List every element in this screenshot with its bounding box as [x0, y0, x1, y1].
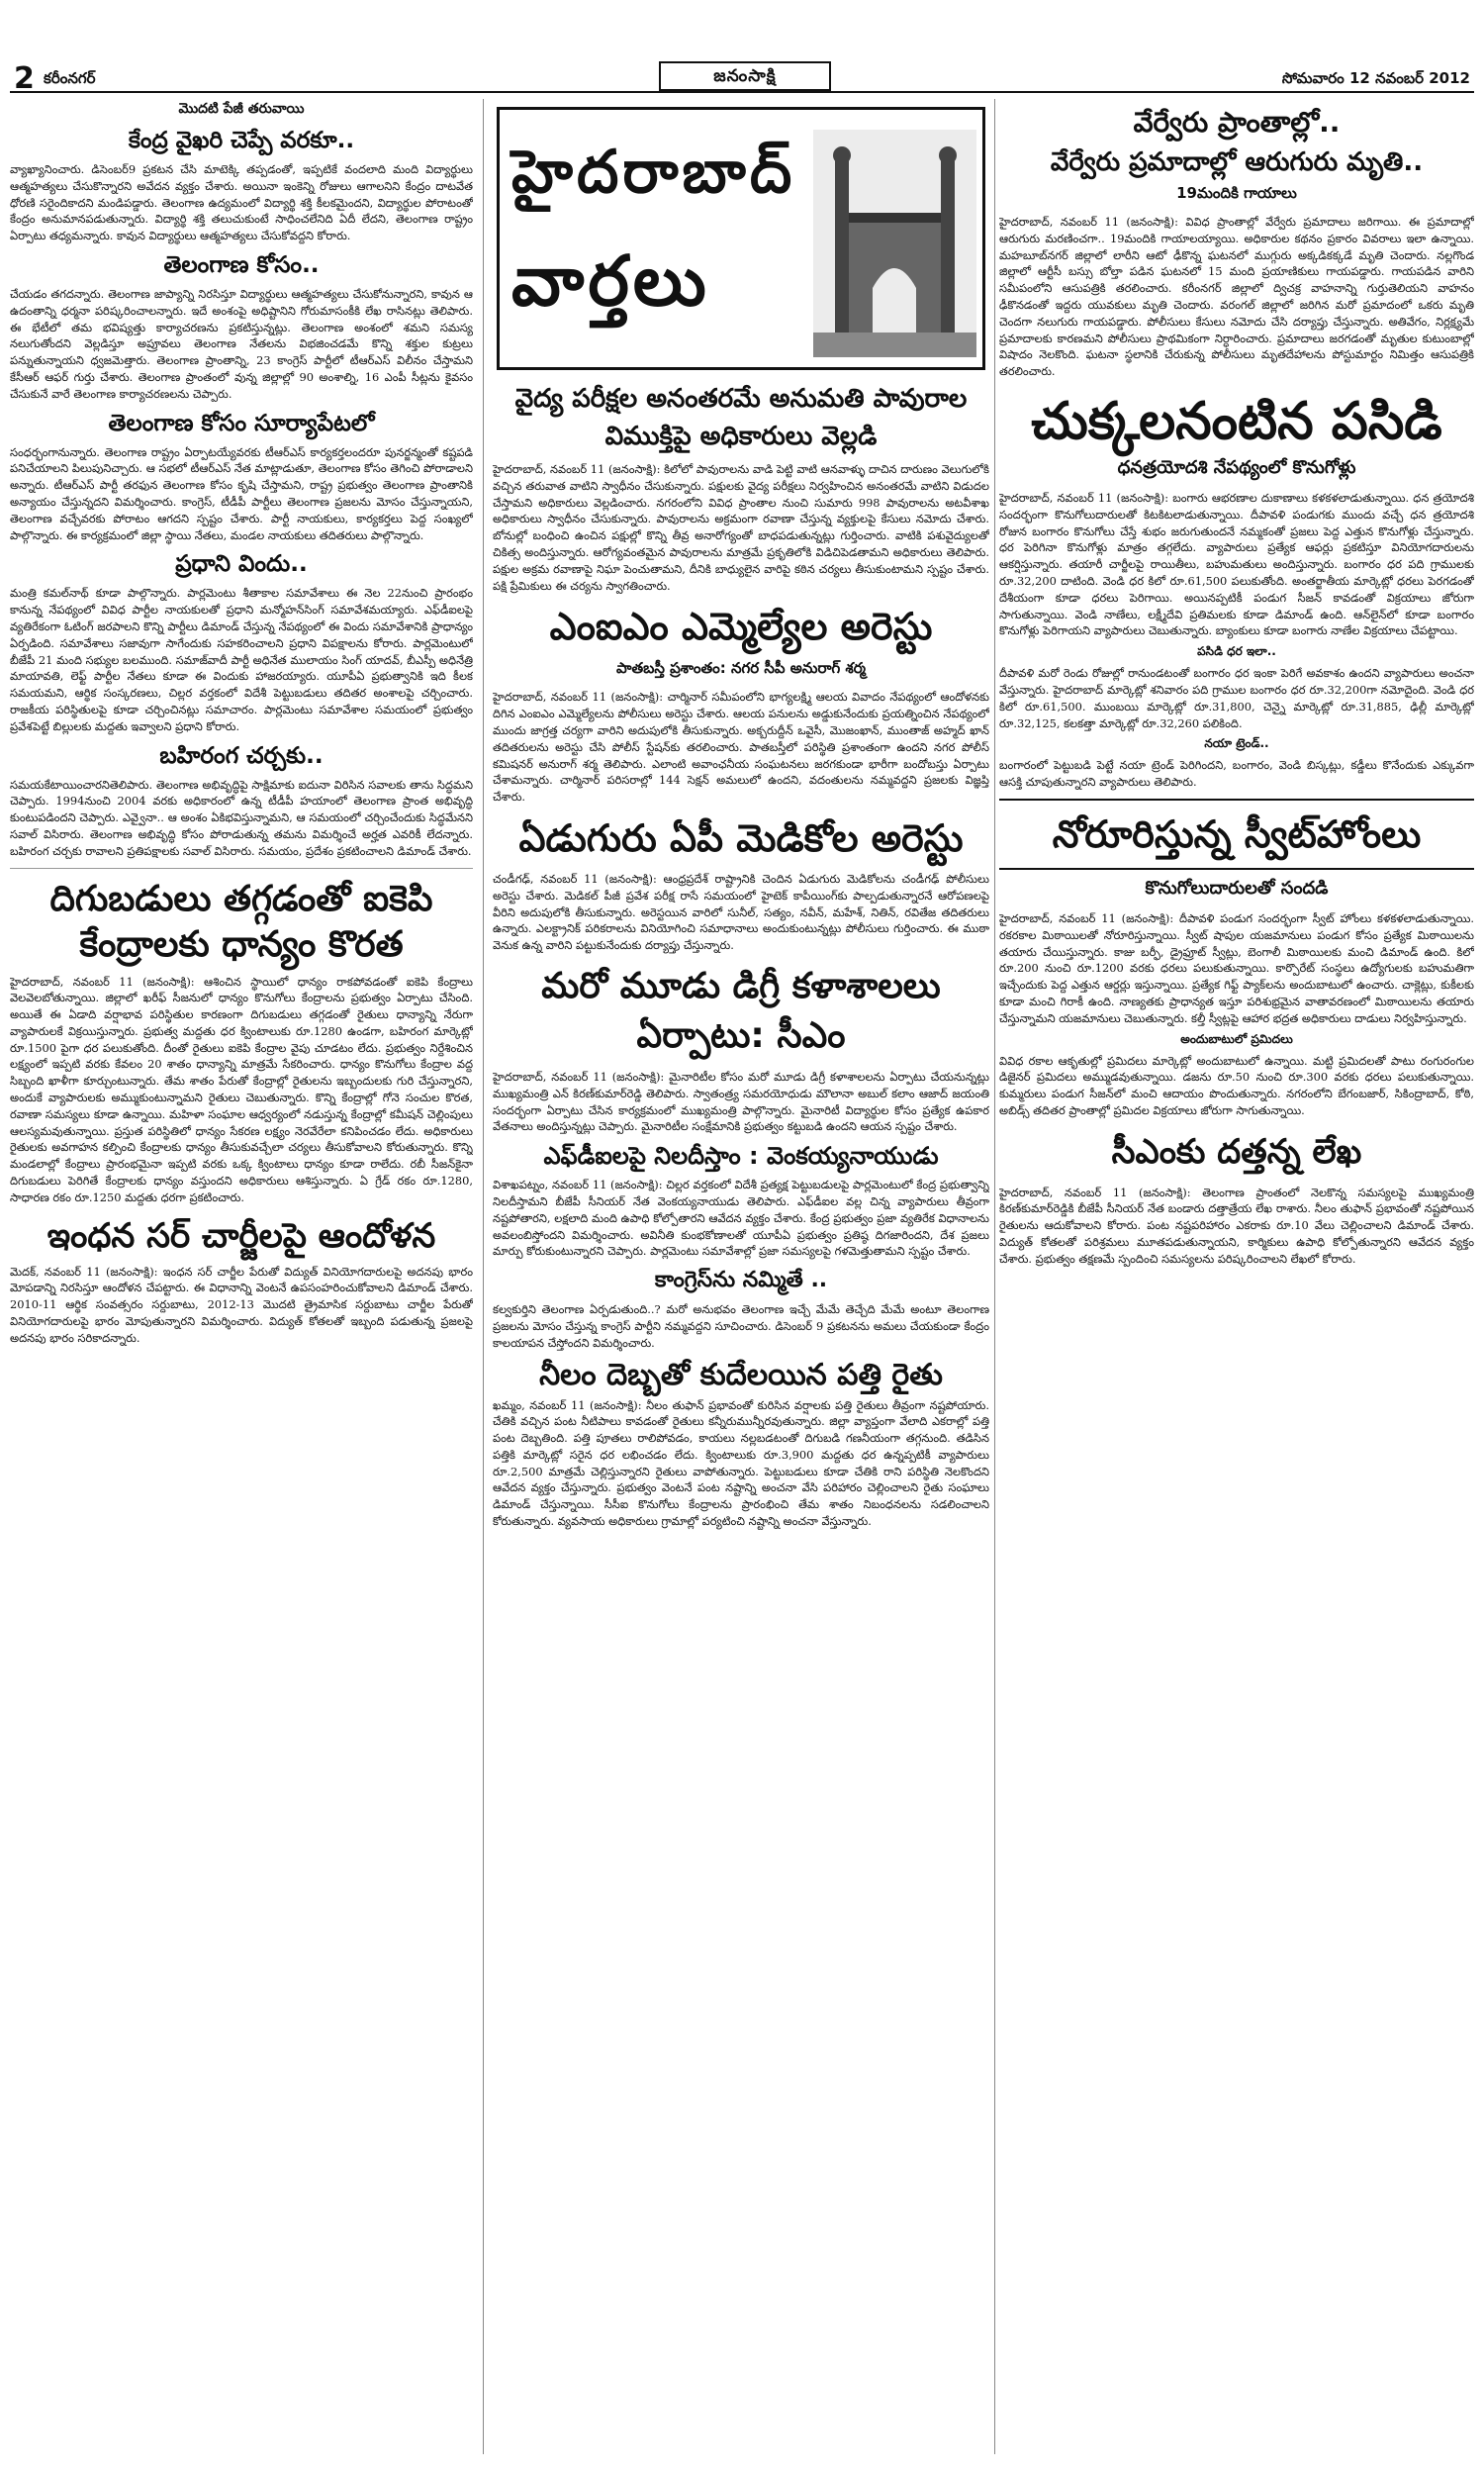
article-headline: ఏడుగురు ఏపీ మెడికోల అరెస్టు	[518, 815, 964, 860]
article-body: హైదరాబాద్, నవంబర్ 11 (జనంసాక్షి): తెలంగాణ ప్రాంతంలో నెలకొన్న సమస్యలపై ముఖ్యమంత్రి కిరణ్‌కుమార్‌రెడ్డికి బీజేపీ సీనియర్ నేత బండారు దత్తాత్రేయ లేఖ రాశారు. నీలం తుఫాన్ ప్రభావంతో నష్టపోయిన రైతులను ఆదుకోవాలని కోరారు. పంట నష్టపరిహారం ఎకరాకు రూ.10 వేలు చెల్లించాలని డిమాండ్ చేశారు. విద్యుత్ కోతలతో పరిశ్రమలు మూతపడుతున్నాయని, కార్మికులు ఉపాధి కోల్పోతున్నారని ఆవేదన వ్యక్తం చేశారు. ప్రభుత్వం తక్షణమే స్పందించి సమస్యలను పరిష్కరించాలని లేఖలో కోరారు.	[999, 1185, 1474, 1266]
article-body: మెదక్, నవంబర్ 11 (జనంసాక్షి): ఇంధన సర్ చార్జీల పేరుతో విద్యుత్ వినియోగదారులపై అదనపు భారం మోపడాన్ని నిరసిస్తూ ఆందోళన చేపట్టారు. ఈ విధానాన్ని వెంటనే ఉపసంహరించుకోవాలని డిమాండ్ చేశారు. 2010-11 ఆర్థిక సంవత్సరం సర్దుబాటు, 2012-13 మొదటి త్రైమాసిక సర్దుబాటు చార్జీల పేరుతో వినియోగదారులపై భారం మోపుతున్నారని విమర్శించారు. విద్యుత్ కోతలతో ఇబ్బంది పడుతున్న ప్రజలపై అదనపు భారం సరికాదన్నారు.	[10, 1264, 473, 1345]
article-headline: దిగుబడులు తగ్గడంతో ఐకెపి కేంద్రాలకు ధాన్యం కొరత	[49, 878, 433, 965]
left-column	[10, 99, 473, 2454]
article-body: వివిధ రకాల ఆకృతుల్లో ప్రమిదలు మార్కెట్లో అందుబాటులో ఉన్నాయి. మట్టి ప్రమిదలతో పాటు రంగురంగుల డిజైనర్ ప్రమిదలు అమ్ముడవుతున్నాయి. డజను రూ.50 నుంచి రూ.300 వరకు ధరలు పలుకుతున్నాయి. కుమ్మరులు పండుగ సీజన్‌లో మంచి ఆదాయం పొందుతున్నారు. నగరంలోని బేగంబజార్, సికింద్రాబాద్, కోఠి, అబిడ్స్ తదితర ప్రాంతాల్లో ప్రమిదల విక్రయాలు జోరుగా సాగుతున్నాయి.	[999, 1053, 1474, 1117]
article-body: హైదరాబాద్, నవంబర్ 11 (జనంసాక్షి): దీపావళి పండుగ సందర్భంగా స్వీట్ హోంలు కళకళలాడుతున్నాయి. రకరకాల మిఠాయిలతో నోరూరిస్తున్నాయి. స్వీట్ షాపుల యజమానులు పండుగ కోసం ప్రత్యేక మిఠాయిలను తయారు చేయిస్తున్నారు. కాజు బర్ఫీ, డ్రైఫ్రూట్ స్వీట్లు, బెంగాలీ మిఠాయిలకు మంచి డిమాండ్ ఉంది. కిలో రూ.200 నుంచి రూ.1200 వరకు ధరలు పలుకుతున్నాయి. కార్పొరేట్ సంస్థలు ఉద్యోగులకు బహుమతిగా ఇచ్చేందుకు పెద్ద ఎత్తున ఆర్డర్లు ఇస్తున్నాయి. ప్రత్యేక గిఫ్ట్ ప్యాక్‌లను అందుబాటులో ఉంచారు. చాక్లెట్లు, కుకీలకు కూడా మంచి గిరాకీ ఉంది. నాణ్యతకు ప్రాధాన్యత ఇస్తూ పరిశుభ్రమైన వాతావరణంలో మిఠాయిలను తయారు చేస్తున్నామని యజమానులు చెబుతున్నారు. కల్తీ స్వీట్లపై ఆహార భద్రత అధికారులు దాడులు నిర్వహిస్తున్నారు.	[999, 910, 1474, 1025]
issue-date: సోమవారం 12 నవంబర్ 2012	[1281, 69, 1470, 87]
article-headline: తెలంగాణ కోసం..	[163, 251, 320, 278]
article-subhead: కొనుగోలుదారులతో సందడి	[1145, 877, 1329, 899]
article-body: హైదరాబాద్, నవంబర్ 11 (జనంసాక్షి): కిలోలో పావురాలను వాడి పెట్టి వాటి ఆనవాళ్ళు దాచిన దారుణం వెలుగులోకి వచ్చిన తరువాత వాటిని స్వాధీనం చేసుకున్నారు. పక్షులకు వైద్య పరీక్షలు నిర్వహించిన అనంతరమే వాటిని విడుదల చేస్తామని అధికారులు వెల్లడించారు. నగరంలోని వివిధ ప్రాంతాల నుంచి సుమారు 998 పావురాలను అటవీశాఖ అధికారులు స్వాధీనం చేసుకున్నారు. పావురాలను అక్రమంగా రవాణా చేస్తున్న వ్యక్తులపై కేసులు నమోదు చేశారు. బోనుల్లో బంధించి ఉంచిన పక్షుల్లో కొన్ని తీవ్ర అనారోగ్యంతో బాధపడుతున్నట్లు గుర్తించారు. వాటికి పశువైద్యులతో చికిత్స అందిస్తున్నారు. ఆరోగ్యవంతమైన పావురాలను మాత్రమే ప్రకృతిలోకి విడిచిపెడతామని అధికారులు తెలిపారు. పక్షుల అక్రమ రవాణాపై నిఘా పెంచుతామని, దీనికి బాధ్యులైన వారిపై కఠిన చర్యలు తీసుకుంటామని స్పష్టం చేశారు. పక్షి ప్రేమికులు ఈ చర్యను స్వాగతించారు.	[493, 462, 989, 593]
article-headline: ఇంధన సర్ చార్జీలపై ఆందోళన	[46, 1215, 436, 1256]
article-headline: ప్రధాని విందు..	[175, 551, 308, 578]
article-headline: వేర్వేరు ప్రమాదాల్లో ఆరుగురు మృతి..	[1050, 147, 1424, 177]
column-divider	[483, 99, 484, 2454]
article-body: కల్వకుర్తిని తెలంగాణ ఏర్పడుతుంది..? మరో అనుభవం తెలంగాణ ఇచ్చే మేమే తెచ్చేది మేమే అంటూ తెలంగాణ ప్రజలను మోసం చేస్తున్న కాంగ్రెస్ పార్టీని నమ్మవద్దని సూచించారు. డిసెంబర్ 9 ప్రకటనను అమలు చేయకుండా కేంద్రం కాలయాపన చేస్తోందని విమర్శించారు.	[493, 1302, 989, 1350]
article-headline: సీఎంకు దత్తన్న లేఖ	[1111, 1131, 1362, 1172]
inline-subhead: పసిడి ధర ఇలా..	[1197, 644, 1276, 659]
article-body: హైదరాబాద్, నవంబర్ 11 (జనంసాక్షి): బంగారు ఆభరణాల దుకాణాలు కళకళలాడుతున్నాయి. ధన త్రయోదశి సందర్భంగా కొనుగోలుదారులతో కిటకిటలాడుతున్నాయి. దీపావళి పండుగకు ముందు వచ్చే ధన త్రయోదశి రోజున బంగారం కొనుగోలు చేస్తే శుభం జరుగుతుందనే నమ్మకంతో ప్రజలు పెద్ద ఎత్తున కొనుగోళ్లు చేస్తున్నారు. ధర పెరిగినా కొనుగోళ్లు మాత్రం తగ్గలేదు. వ్యాపారులు ప్రత్యేక ఆఫర్లు ప్రకటిస్తూ వినియోగదారులను ఆకర్షిస్తున్నారు. తయారీ చార్జీలపై రాయితీలు, బహుమతులు అందిస్తున్నారు. బంగారం ధర పది గ్రాములకు రూ.32,200 దాటింది. వెండి ధర కిలో రూ.61,500 పలుకుతోంది. అంతర్జాతీయ మార్కెట్లో ధరలు పెరగడంతో దేశీయంగా కూడా ధరలు పెరిగాయి. అయినప్పటికీ పండుగ సీజన్ కావడంతో విక్రయాలు జోరుగా సాగుతున్నాయి. వెండి నాణేలు, లక్ష్మీదేవి ప్రతిమలకు కూడా డిమాండ్ ఉంది. ఆన్‌లైన్‌లో కూడా బంగారం కొనుగోళ్లు పెరిగాయని వ్యాపారులు చెబుతున్నారు. బ్యాంకులు కూడా బంగారు నాణేల విక్రయాలు చేపట్టాయి.	[999, 490, 1474, 638]
article-headline: వేర్వేరు ప్రాంతాల్లో..	[1133, 106, 1341, 139]
article-headline: కాంగ్రెస్‌ను నమ్మితే ..	[654, 1268, 828, 1293]
article-headline: బహిరంగ చర్చకు..	[159, 742, 324, 769]
hyderabad-news-banner	[497, 107, 985, 370]
page-number: 2	[14, 61, 35, 96]
article-body: సమయకేటాయించారనితెలిపారు. తెలంగాణ అభివృద్ధిపై సాక్షిమాకు ఐదునా విరిసిన సవాలకు తాను సిద్ధమని చెప్పారు. 1994నుంచి 2004 వరకు అధికారంలో ఉన్న టీడీపీ హయాంలో తెలంగాణ ప్రాంత అభివృద్ధి కుంటుపడిందని చెప్పారు. ఎవ్వైనా.. ఆ అంశం ఏకిభవిస్తున్నామని, ఆ సమయంలో చర్చించేందుకు సిద్ధమేనని సవాల్ విసిరారు. తెలంగాణ అభివృద్ధి కోసం పోరాడుతున్న తమను విమర్శించే అర్హత ఎవరికీ లేదన్నారు. బహిరంగ చర్చకు రావాలని ప్రతిపక్షాలకు సవాల్ విసిరారు. సమయం, ప్రదేశం ప్రకటించాలని డిమాండ్ చేశారు.	[10, 777, 473, 858]
article-body: బంగారంలో పెట్టుబడి పెట్టే నయా ట్రెండ్ పెరిగిందని, బంగారం, వెండి బిస్కట్లు, కడ్డీలు కొనేందుకు ఎక్కువగా ఆసక్తి చూపుతున్నారని వ్యాపారులు తెలిపారు.	[999, 758, 1474, 790]
article-headline: నీలం దెబ్బతో కుదేలయిన పత్తి రైతు	[539, 1357, 943, 1392]
article-headline: మరో మూడు డిగ్రీ కళాశాలలు ఏర్పాటు: సీఎం	[541, 965, 941, 1056]
article-body: దీపావళి మరో రెండు రోజుల్లో రానుండటంతో బంగారం ధర ఇంకా పెరిగే అవకాశం ఉందని వ్యాపారులు అంచనా వేస్తున్నారు. హైదరాబాద్ మార్కెట్లో శనివారం పది గ్రాముల బంగారం ధర రూ.32,200గా నమోదైంది. వెండి ధర కిలో రూ.61,500. ముంబయి మార్కెట్లో రూ.31,800, చెన్నై మార్కెట్లో రూ.31,885, ఢిల్లీ మార్కెట్లో రూ.32,125, కలకత్తా మార్కెట్లో రూ.32,260 పలికింది.	[999, 666, 1474, 730]
charminar-icon	[813, 130, 976, 357]
article-body: ఖమ్మం, నవంబర్ 11 (జనంసాక్షి): నీలం తుఫాన్ ప్రభావంతో కురిసిన వర్షాలకు పత్తి రైతులు తీవ్రంగా నష్టపోయారు. చేతికి వచ్చిన పంట నీటిపాలు కావడంతో రైతులు కన్నీరుమున్నీరవుతున్నారు. జిల్లా వ్యాప్తంగా వేలాది ఎకరాల్లో పత్తి పంట దెబ్బతింది. పత్తి పూతలు రాలిపోవడం, కాయలు నల్లబడటంతో దిగుబడి గణనీయంగా తగ్గనుంది. తడిసిన పత్తికి మార్కెట్లో సరైన ధర లభించడం లేదు. క్వింటాలుకు రూ.3,900 మద్దతు ధర ఉన్నప్పటికీ వ్యాపారులు రూ.2,500 మాత్రమే చెల్లిస్తున్నారని రైతులు వాపోతున్నారు. పెట్టుబడులు కూడా చేతికి రాని పరిస్థితి నెలకొందని ఆవేదన వ్యక్తం చేస్తున్నారు. ప్రభుత్వం వెంటనే పంట నష్టాన్ని అంచనా వేసి పరిహారం చెల్లించాలని రైతు సంఘాలు డిమాండ్ చేస్తున్నాయి. సీసీఐ కొనుగోలు కేంద్రాలను ప్రారంభించి తేమ శాతం నిబంధనలను సడలించాలని కోరుతున్నారు. వ్యవసాయ అధికారులు గ్రామాల్లో పర్యటించి నష్టాన్ని అంచనా వేస్తున్నారు.	[493, 1397, 989, 1529]
article-body: చండీగఢ్, నవంబర్ 11 (జనంసాక్షి): ఆంధ్రప్రదేశ్ రాష్ట్రానికి చెందిన ఏడుగురు మెడికోలను చండీగఢ్ పోలీసులు అరెస్టు చేశారు. మెడికల్ పీజీ ప్రవేశ పరీక్ష రాసే సమయంలో హైటెక్ కాపీయింగ్‌కు పాల్పడుతున్నారనే ఆరోపణలపై వీరిని అదుపులోకి తీసుకున్నారు. అరెస్టయిన వారిలో సునీల్, సత్యం, నవీన్, మహేశ్, నితిన్, రవితేజ తదితరులు ఉన్నారు. ఎలక్ట్రానిక్ పరికరాలను వినియోగించి సమాధానాలు అందుకుంటున్నట్లు పోలీసులు గుర్తించారు. ఈ ముఠా వెనుక ఉన్న వారిని పట్టుకునేందుకు దర్యాప్తు చేస్తున్నారు.	[493, 871, 989, 953]
banner-title-line: హైదరాబాద్	[511, 138, 796, 207]
article-body: హైదరాబాద్, నవంబర్ 11 (జనంసాక్షి): ఆశించిన స్థాయిలో ధాన్యం రాకపోవడంతో ఐకెపి కేంద్రాలు వెలవెలబోతున్నాయి. జిల్లాలో ఖరీఫ్ సీజనులో ధాన్యం కొనుగోలు కేంద్రాలను ప్రభుత్వం ఏర్పాటు చేసింది. అయితే ఈ ఏడాది వర్షాభావ పరిస్థితుల కారణంగా దిగుబడులు తగ్గడంతో రైతులు ధాన్యాన్ని నేరుగా వ్యాపారులకే విక్రయిస్తున్నారు. ప్రభుత్వ మద్దతు ధర క్వింటాలుకు రూ.1280 ఉండగా, బహిరంగ మార్కెట్లో రూ.1500 పైగా ధర పలుకుతోంది. దీంతో రైతులు ఐకెపి కేంద్రాల వైపు చూడటం లేదు. ప్రభుత్వం నిర్దేశించిన లక్ష్యంలో ఇప్పటి వరకు కేవలం 20 శాతం ధాన్యాన్ని మాత్రమే సేకరించారు. ధాన్యం కొనుగోలు కేంద్రాల వద్ద సిబ్బంది ఖాళీగా కూర్చుంటున్నారు. తేమ శాతం పేరుతో కేంద్రాల్లో రైతులను ఇబ్బందులకు గురి చేస్తున్నారని, అందుకే వ్యాపారులకు అమ్ముకుంటున్నామని రైతులు చెబుతున్నారు. కొన్ని కేంద్రాల్లో గోనె సంచుల కొరత, రవాణా సమస్యలు కూడా ఉన్నాయి. మహిళా సంఘాల ఆధ్వర్యంలో నడుస్తున్న కేంద్రాల్లో కమీషన్ చెల్లింపులు ఆలస్యమవుతున్నాయి. ప్రస్తుత పరిస్థితిలో ధాన్యం సేకరణ లక్ష్యం నెరవేరేలా కనిపించడం లేదు. అధికారులు రైతులకు అవగాహన కల్పించి కేంద్రాలకు ధాన్యం తీసుకువచ్చేలా చర్యలు తీసుకోవాలని కోరుతున్నారు. కొన్ని మండలాల్లో కేంద్రాలు ప్రారంభమైనా ఇప్పటి వరకు ఒక్క క్వింటాలు ధాన్యం కూడా రాలేదు. రబీ సీజన్‌కైనా దిగుబడులు పెరిగితే కేంద్రాలకు ధాన్యం వస్తుందని అధికారులు ఆశిస్తున్నారు. ఏ గ్రేడ్ రకం రూ.1280, సాధారణ రకం రూ.1250 మద్దతు ధరగా ప్రకటించారు.	[10, 974, 473, 1204]
article-body: వ్యాఖ్యానించారు. డిసెంబర్‌9 ప్రకటన చేసి మాటెక్కి తప్పడంతో, ఇప్పటికే వందలాది మంది విద్యార్థులు ఆత్మహత్యలు చేసుకొన్నారని అవేదన వ్యక్తం చేశారు. అయినా ఇంకెన్ని రోజులు ఆగాలనిని కేంద్రం దాటవేత ధోరణి సరైందికాదని మండిపడ్డారు. తెలంగాణ ఉద్యమంలో విద్యార్థి శక్తి కీలకమైందని, విద్యార్థుల పోరాటంతో కేంద్రం అనుమానపడుతున్నారు. విద్యార్థి శక్తి తలుచుకుంటే సాధించలేనిది ఏదీ లేదని, తెలంగాణ రాష్ట్రం ఏర్పాటు తధ్యమన్నారు. కావున విద్యార్థులు ఆత్మహత్యలు చేసుకోవద్దని కోరారు.	[10, 162, 473, 243]
article-body: హైదరాబాద్, నవంబర్ 11 (జనంసాక్షి): చార్మినార్ సమీపంలోని భాగ్యలక్ష్మి ఆలయ వివాదం నేపథ్యంలో ఆందోళనకు దిగిన ఎంఐఎం ఎమ్మెల్యేలను పోలీసులు అరెస్టు చేశారు. ఆలయ పనులను అడ్డుకునేందుకు ప్రయత్నించిన నేపథ్యంలో ముందు జాగ్రత్త చర్యగా వారిని అదుపులోకి తీసుకున్నారు. అక్బరుద్దీన్ ఒవైసీ, మొజంఖాన్, ముంతాజ్ అహ్మద్ ఖాన్ తదితరులను అరెస్టు చేసి పోలీస్ స్టేషన్‌కు తరలించారు. పాతబస్తీలో పరిస్థితి ప్రశాంతంగా ఉందని నగర పోలీస్ కమిషనర్ అనురాగ్ శర్మ తెలిపారు. ఎలాంటి అవాంఛనీయ సంఘటనలు జరగకుండా భారీగా బందోబస్తు ఏర్పాటు చేశామన్నారు. చార్మినార్ పరిసరాల్లో 144 సెక్షన్ అమలులో ఉందని, వదంతులను నమ్మవద్దని ప్రజలకు విజ్ఞప్తి చేశారు.	[493, 690, 989, 805]
article-headline: ఎఫ్‌డీఐలపై నిలదీస్తాం : వెంకయ్యనాయుడు	[543, 1142, 939, 1171]
article-body: సంధర్భంగానున్నారు. తెలంగాణ రాష్ట్రం ఏర్పాటయ్యేవరకు టీఆర్‌ఎస్ కార్యకర్తలందరూ పునర్జన్మంతో కష్టపడి పనిచేయాలని పిలుపునిచ్చారు. ఆ సభలో టీఆర్‌ఎస్ నేత మాట్లాడుతూ, తెలంగాణ కోసం తెగించి పోరాడాలని అన్నారు. టీఆర్‌ఎస్ పార్టీ తరఫున తెలంగాణ కోసం కృషి చేస్తామని, రాష్ట్ర ప్రభుత్వం తెలంగాణ ప్రాంతానికి అన్యాయం చేస్తున్నదని విమర్శించారు. కాంగ్రెస్, టీడీపీ పార్టీలు తెలంగాణ ప్రజలను మోసం చేస్తున్నాయని, తెలంగాణ వచ్చేవరకు పోరాటం ఆగదని స్పష్టం చేశారు. పార్టీ నాయకులు, కార్యకర్తలు పెద్ద సంఖ్యలో పాల్గొన్నారు. ఈ కార్యక్రమంలో జిల్లా స్థాయి నేతలు, మండల నాయకులు తదితరులు పాల్గొన్నారు.	[10, 444, 473, 542]
masthead	[0, 0, 1484, 96]
article-headline: నోరూరిస్తున్న స్వీట్‌హోంలు	[1052, 811, 1422, 856]
article-body: విశాఖపట్నం, నవంబర్ 11 (జనంసాక్షి): చిల్లర వర్తకంలో విదేశీ ప్రత్యక్ష పెట్టుబడులపై పార్లమెంటులో కేంద్ర ప్రభుత్వాన్ని నిలదీస్తామని బీజేపీ సీనియర్ నేత వెంకయ్యనాయుడు తెలిపారు. ఎఫ్‌డీఐల వల్ల చిన్న వ్యాపారులు తీవ్రంగా నష్టపోతారని, లక్షలాది మంది ఉపాధి కోల్పోతారని ఆవేదన వ్యక్తం చేశారు. కేంద్ర ప్రభుత్వం ప్రజా వ్యతిరేక విధానాలను అవలంబిస్తోందని విమర్శించారు. అవినీతి కుంభకోణాలతో యూపీఏ ప్రభుత్వం ప్రతిష్ఠ దిగజారిందని, దేశ ప్రజలు మార్పు కోరుకుంటున్నారని చెప్పారు. పార్లమెంటు సమావేశాల్లో ప్రజా సమస్యలపై గళమెత్తుతామని స్పష్టం చేశారు.	[493, 1178, 989, 1259]
article-headline: వైద్య పరీక్షల అనంతరమే అనుమతి పావురాల విముక్తిపై అధికారులు వెల్లడి	[514, 384, 968, 451]
article-headline: కేంద్ర వైఖరి చెప్పే వరకూ..	[128, 128, 355, 153]
section-name: కరీంనగర్	[44, 69, 96, 87]
article-headline: చుక్కలనంటిన పసిడి	[1031, 391, 1442, 451]
article-subhead: పాతబస్తీ ప్రశాంతం: నగర సీపీ అనురాగ్ శర్మ	[616, 659, 866, 678]
article-headline-box	[999, 799, 1474, 870]
article-body: మంత్రి కమల్‌నాథ్ కూడా పాల్గొన్నారు. పార్లమెంటు శీతాకాల సమావేశాలు ఈ నెల 22నుంచి ప్రారంభం కానున్న నేపథ్యంలో వివిధ పార్టీల నాయకులతో ప్రధాని మన్మోహన్‌సింగ్ సమావేశమయ్యారు. ఎఫ్‌డీఐలపై వ్యతిరేకంగా ఓటింగ్ జరపాలని కొన్ని పార్టీలు డిమాండ్ చేస్తున్న నేపథ్యంలో ఈ విందు సమావేశానికి ప్రాధాన్యం ఏర్పడింది. సమావేశాలు సజావుగా సాగేందుకు సహకరించాలని ప్రధాని విపక్షాలను కోరారు. పార్లమెంటులో బీజేపీ 21 మంది సభ్యుల బలముంది. సమాజ్‌వాదీ పార్టీ అధినేత ములాయం సింగ్ యాదవ్, బీఎస్పీ అధినేత్రి మాయావతి, లెఫ్ట్ పార్టీల నేతలు కూడా ఈ విందుకు హాజరయ్యారు. యూపీఏ ప్రభుత్వానికి ఇది కీలక సమయమని, ఆర్థిక సంస్కరణలు, చిల్లర వర్తకంలో విదేశీ పెట్టుబడులు తదితర అంశాలపై చర్చించారు. రాజకీయ పరిస్థితులపై కూడా చర్చించినట్లు సమాచారం. పార్లమెంటు సమావేశాల సమయంలో ప్రభుత్వం ప్రవేశపెట్టే బిల్లులకు మద్దతు ఇవ్వాలని ప్రధాని కోరారు.	[10, 586, 473, 733]
article-body: హైదరాబాద్, నవంబర్ 11 (జనంసాక్షి): మైనారిటీల కోసం మరో మూడు డిగ్రీ కళాశాలలను ఏర్పాటు చేయనున్నట్లు ముఖ్యమంత్రి ఎన్ కిరణ్‌కుమార్‌రెడ్డి తెలిపారు. స్వాతంత్ర్య సమరయోధుడు మౌలానా అబుల్ కలాం ఆజాద్ జయంతి సందర్భంగా ఏర్పాటు చేసిన కార్యక్రమంలో ముఖ్యమంత్రి పాల్గొన్నారు. మైనారిటీ విద్యార్థుల కోసం ప్రత్యేక ఉపకార వేతనాలు అందిస్తున్నట్లు చెప్పారు. మైనారిటీల సంక్షేమానికి ప్రభుత్వం కట్టుబడి ఉందని ఆయన స్పష్టం చేశారు.	[493, 1069, 989, 1134]
banner-title-line: వార్తలు	[511, 240, 710, 322]
inline-subhead: నయా ట్రెండ్..	[1204, 736, 1269, 751]
article-headline: తెలంగాణ కోసం సూర్యాపేటలో	[108, 410, 375, 436]
article-headline: ఎంఐఎం ఎమ్మెల్యేల అరెస్టు	[549, 605, 933, 649]
article-body: చేయడం తగదన్నారు. తెలంగాణ జాప్యాన్ని నిరసిస్తూ విద్యార్థులు ఆత్మహత్యలు చేసుకోనున్నారని, కావున ఆ ఉదంతాన్ని ధర్మనా పరిష్కరించాలన్నారు. ఇదే అంశంపై అధిష్టానిని గోరుమాసంకీకి లేఖ రాసినట్లు తెలిపారు. ఈ భేటీలో తమ భవిష్యత్తు కార్యాచరణను ప్రకటిస్తున్నట్లు. తెలంగాణ అంశంలో శ‌మని సమస్య నలుగుతోందని వెల్లడిస్తూ అప్రూవలు తెలంగాణ నేతలను విభజించడమే కొన్ని శక్తుల కుట్రలు పన్నుతున్నాయని ధ్వజమెత్తారు. తెలంగాణ ప్రాంతాన్ని, 23 కాంగ్రెస్ పార్టీలో టీఆర్‌ఎస్ విలీనం చేస్తామని కేసీఆర్ ఆఫర్ గుర్తు చేశారు. తెలంగాణ ప్రాంతంలో వున్న జిల్లాల్లో 90 అంశాల్ని, 16 ఎంపీ సీట్లను కైవసం చేసుకునే వారే తెలంగాణ కార్యాచరణలను చెప్పారు.	[10, 286, 473, 401]
continued-kicker: మొదటి పేజీ తరువాయి	[178, 101, 305, 117]
inline-subhead: అందుబాటులో ప్రమిదలు	[1180, 1031, 1293, 1046]
column-divider	[994, 99, 995, 2454]
right-column	[999, 99, 1474, 2454]
separator	[10, 868, 473, 869]
article-subhead: ధనత్రయోదశి నేపథ్యంలో కొనుగోళ్లు	[1117, 456, 1356, 478]
article-body: హైదరాబాద్, నవంబర్ 11 (జనంసాక్షి): వివిధ ప్రాంతాల్లో వేర్వేరు ప్రమాదాలు జరిగాయి. ఈ ప్రమాదాల్లో ఆరుగురు మరణించగా.. 19మందికి గాయాలయ్యాయి. అధికారుల కథనం ప్రకారం వివరాలు ఇలా ఉన్నాయి. మహబూబ్‌నగర్ జిల్లాలో లారీని ఆటో ఢీకొన్న ఘటనలో ముగ్గురు అక్కడికక్కడే మృతి చెందారు. నల్లగొండ జిల్లాలో ఆర్టీసీ బస్సు బోల్తా పడిన ఘటనలో 15 మంది ప్రయాణికులు గాయపడ్డారు. గాయపడిన వారిని సమీపంలోని ఆసుపత్రికి తరలించారు. కరీంనగర్ జిల్లాలో ద్విచక్ర వాహనాన్ని గుర్తుతెలియని వాహనం ఢీకొనడంతో ఇద్దరు యువకులు మృతి చెందారు. వరంగల్ జిల్లాలో జరిగిన మరో ప్రమాదంలో ఒకరు మృతి చెందగా నలుగురు గాయపడ్డారు. పోలీసులు కేసులు నమోదు చేసి దర్యాప్తు చేస్తున్నారు. అతివేగం, నిర్లక్ష్యమే ప్రమాదాలకు కారణమని పోలీసులు ప్రాథమికంగా నిర్ధారించారు. ప్రమాదాలు జరగడంతో మృతుల కుటుంబాల్లో విషాదం నెలకొంది. ఘటనా స్థలానికి చేరుకున్న పోలీసులు మృతదేహాలను పోస్టుమార్టం నిమిత్తం ఆసుపత్రికి తరలించారు.	[999, 215, 1474, 379]
banner-title	[511, 118, 808, 335]
paper-logo: జనంసాక్షి	[659, 61, 831, 91]
masthead-rule	[10, 91, 1474, 93]
middle-column	[493, 99, 989, 2454]
article-subhead: 19మందికి గాయాలు	[1176, 184, 1297, 202]
